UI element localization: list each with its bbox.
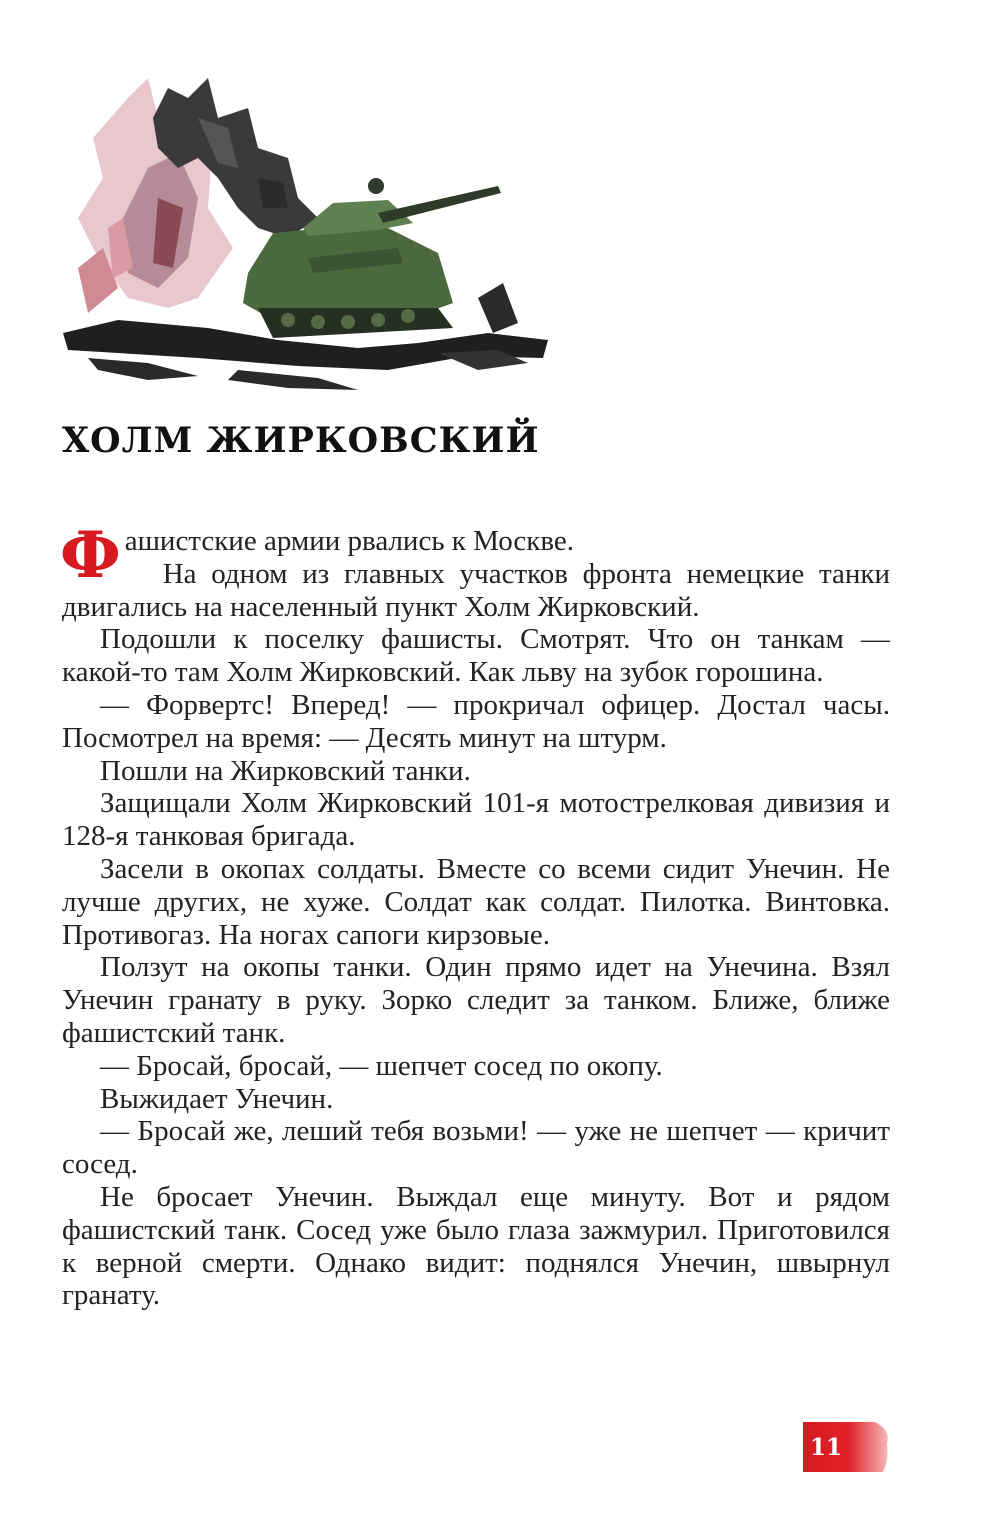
first-line-text: ашистские армии рвались к Москве.	[124, 525, 575, 557]
paragraph: На одном из главных участков фронта немецкие танки двигались на населенный пункт Холм Жирковский.	[62, 557, 890, 623]
paragraph: Подошли к поселку фашисты. Смотрят. Что он танкам — какой-то там Холм Жирковский. Как льву на зубок горошина.	[62, 623, 890, 689]
paragraph: — Форвертс! Вперед! — прокричал офицер. Достал часы. Посмотрел на время: — Десять минут на штурм.	[62, 688, 890, 754]
page-number-badge	[803, 1422, 891, 1472]
page-number: 11	[809, 1433, 842, 1461]
paragraph: — Бросай, бросай, — шепчет сосед по окопу.	[100, 1049, 663, 1082]
paragraph: Защищали Холм Жирковский 101-я мотострелковая дивизия и 128-я танковая бригада.	[62, 787, 890, 853]
paragraph: Засели в окопах солдаты. Вместе со всеми сидит Унечин. Не лучше других, не хуже. Солдат как солдат. Пилотка. Винтовка. Противогаз. На ногах сапоги кирзовые.	[62, 852, 890, 951]
page-title: ХОЛМ ЖИРКОВСКИЙ	[62, 420, 540, 461]
paragraph: Пошли на Жирковский танки.	[100, 754, 471, 787]
tank-battle-illustration	[58, 58, 558, 393]
paragraph: Выжидает Унечин.	[100, 1082, 334, 1115]
drop-cap: Ф	[60, 518, 121, 593]
paragraph: — Бросай же, леший тебя возьми! — уже не шепчет — кричит сосед.	[62, 1115, 890, 1181]
paragraph: Не бросает Унечин. Выждал еще минуту. Вот и рядом фашистский танк. Сосед уже было глаза зажмурил. Приготовился к верной смерти. Однако видит: поднялся Унечин, швырнул гранату.	[62, 1180, 890, 1312]
paragraph: Ползут на окопы танки. Один прямо идет на Унечина. Взял Унечин гранату в руку. Зорко следит за танком. Ближе, ближе фашистский танк.	[62, 951, 890, 1049]
story-text	[60, 518, 890, 1312]
